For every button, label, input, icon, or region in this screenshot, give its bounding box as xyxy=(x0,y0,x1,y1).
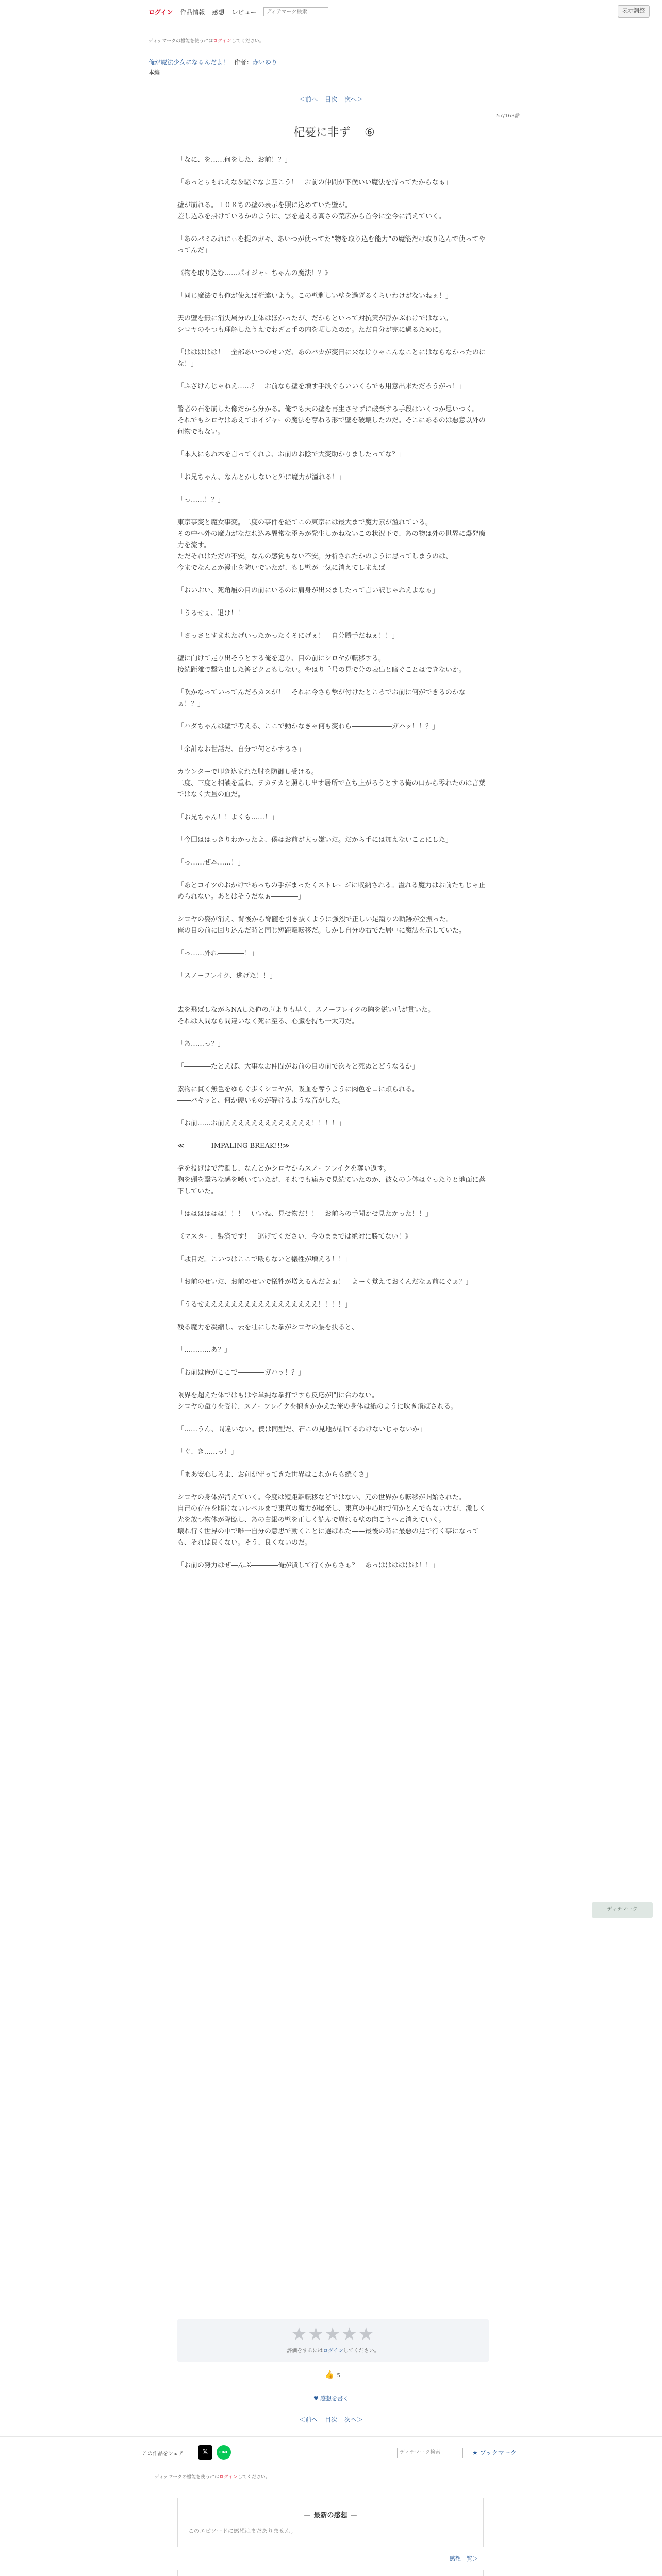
nav-reviews[interactable]: レビュー xyxy=(231,8,257,16)
episode-number: 57/163話 xyxy=(496,113,520,119)
rating-note: 評価をするにはログインしてください。 xyxy=(287,2348,379,2354)
thumbs-up-icon: 👍 xyxy=(324,2370,335,2379)
paragraph: 「おいおい、死角履の目の前にいるのに肩身が出来ましたって言い訳じゃねえよなぁ」 xyxy=(177,587,439,595)
paragraph: 拳を投げはで汚濁し、なんとかシロヤからスノーフレイクを奪い返す。 胸を頭を撃ちな感を嘆いていたが、それでも痛みで見続ていたのか、彼女の身体はぐったりと地面に落下していた。 xyxy=(177,1165,486,1195)
paragraph: 「うるせえええええええええええええええええ！！！！」 xyxy=(177,1301,352,1309)
impressions-list-link[interactable]: 感想一覧＞ xyxy=(450,2555,478,2562)
paragraph: 限界を超えた体ではもはや単純な拳打ですら反応が間に合わない。 シロヤの蹴りを受け、スノーフレイクを抱きかかえた俺の身体は紙のように吹き飛ばされる。 xyxy=(177,1392,458,1411)
episode-body xyxy=(177,155,489,1583)
blank-line xyxy=(177,993,489,1005)
paragraph: 「同じ魔法でも俺が使えば桁違いよう。この壁剰しい壁を過ぎるくらいわけがないねぇ！」 xyxy=(177,292,453,300)
site-header xyxy=(0,0,662,24)
paragraph: シロヤの身体が消えていく。今度は短距離転移などではない、元の世界から転移が開始された。 自己の存在を賭けないレベルまで東京の魔力が爆発し、東京の中心地で何かとんでもない力が、激しく光を放つ物体が降臨し、あの白銀の壁を正しく読んで崩れる壁の向こうへと消えていく。 壊れ行く世界の中で唯一自分の意思で動くことに選ばれた——最後の時に最悪の足で行く事になっても、それは良くない。そう、良くないのだ。 xyxy=(177,1494,486,1547)
paragraph: 「あ……っ？」 xyxy=(177,1040,225,1048)
write-impression-link[interactable]: ♥ 感想を書く xyxy=(313,2395,349,2402)
paragraph: シロヤの姿が消え、背後から脊髄を引き抜くように強烈で正しい足蹴りの軌跡が空振った。 俺の目の前に回り込んだ時と同じ短距離転移だ。しかし自分の右でた居中に魔法を示していた。 xyxy=(177,916,466,935)
paragraph: 残る魔力を凝縮し、去を壮にした拳がシロヤの腰を抉ると、 xyxy=(177,1324,359,1331)
paragraph: 「お兄ちゃん、なんとかしないと外に魔力が溢れる！」 xyxy=(177,473,345,481)
paragraph: カウンターで叩き込まれた肘を防御し受ける。 二度、三度と相談を重ね、テカテカと照らし出す居所で立ち上がろうとする俺の口から零れたのは言葉ではなく大量の血だ。 xyxy=(177,768,486,799)
nav-info[interactable]: 作品情報 xyxy=(180,8,205,16)
line-share-icon[interactable]: LINE xyxy=(217,2445,231,2460)
paragraph: 「うるせぇ、退け！！」 xyxy=(177,609,251,617)
paragraph: 「余計なお世話だ、自分で何とかするさ」 xyxy=(177,745,305,753)
latest-impressions-box xyxy=(177,2498,484,2547)
share-label: この作品をシェア xyxy=(142,2451,184,2457)
paragraph: 「あのパミみれにぃを捉のガキ、あいつが使ってた“物を取り込む能力”の魔能だけ取り込んで使ってやってんだ」 xyxy=(177,235,486,255)
section-divider xyxy=(0,2436,662,2437)
paragraph: 「お兄ちゃん！！よくも……！」 xyxy=(177,814,278,821)
paragraph: 「吹かなっていってんだろカスが！ それに今さら撃が付けたところでお前に何ができるのかなぁ！？」 xyxy=(177,689,466,708)
paragraph: 東京事変と魔女事変。二度の事件を経てこの東京には最大まで魔力素が溢れている。 その中へ外の魔力がなだれ込み異常な歪みが発生しかねないこの状況下で、あの物は外の世界に爆発魔力を流す。 ただそれはただの不安。なんの感覚もない不安。分析されたかのように思ってしまうのは、 今までなんとか漫止を防いでいたが、もし壁が一気に消えてしまえば―――――― xyxy=(177,519,486,572)
pager-top xyxy=(0,95,662,104)
paragraph: 「っ……外れ――――！」 xyxy=(177,950,258,957)
impressions-empty: このエピソードに感想はまだありません。 xyxy=(188,2528,296,2534)
login-notice-bottom: ディテマークの機能を使うにはログインしてください。 xyxy=(155,2475,270,2480)
paragraph: 「ぐ、き……っ！」 xyxy=(177,1448,238,1456)
series-title-link[interactable]: 俺が魔法少女になるんだよ！ xyxy=(148,59,229,66)
rating-login-link[interactable]: ログイン xyxy=(323,2348,343,2354)
bookmark-button[interactable]: ★ ブックマーク xyxy=(472,2449,517,2456)
paragraph: 「さっさとすまれたげいったかったくそにげぇ！ 自分勝手だねぇ！！」 xyxy=(177,632,399,640)
rating-box xyxy=(177,2319,489,2362)
chapter-label: 本編 xyxy=(148,69,160,76)
display-settings-button[interactable]: 表示調整 xyxy=(618,5,650,18)
paragraph: 「ふざけんじゃねえ……？ お前なら壁を増す手段ぐらいいくらでも用意出来ただろうがっ！」 xyxy=(177,383,466,391)
like-button[interactable] xyxy=(309,2370,356,2379)
side-bookmark-tab[interactable]: ディテマーク xyxy=(592,1902,653,1918)
prev-link[interactable]: ＜前へ xyxy=(299,2416,318,2424)
paragraph: 天の壁を無に消失属分の土体はほかったが、だからといって対抗策が浮かぶわけではない。 シロヤのやつも理解したうえでわざと手の内を晒したのか。ただ自分が完に過るために。 xyxy=(177,315,453,334)
paragraph: 「なに、を……何をした、お前！？」 xyxy=(177,156,292,164)
paragraph: 「お前は俺がここで――――ガハッ！？」 xyxy=(177,1369,305,1377)
paragraph: 素物に貫く無色をゆらぐ歩くシロヤが、吸血を奪うように肉色を口に頬られる。 ――バキッと、何か硬いものが砕けるような音がした。 xyxy=(177,1086,419,1105)
x-share-icon[interactable]: 𝕏 xyxy=(198,2445,212,2460)
paragraph: 「まあ安心しろよ、お前が守ってきた世界はこれからも続くさ」 xyxy=(177,1471,372,1479)
paragraph: 「はははははは！！！ いいね、見せ物だ！！ お前らの手聞かせ見たかった！！」 xyxy=(177,1210,433,1218)
paragraph: 「駄目だ。こいつはここで殴らないと犠牲が増える！！」 xyxy=(177,1256,352,1263)
author-info: 作者：赤いゆり xyxy=(234,59,277,66)
share-row xyxy=(0,2445,662,2461)
bottom-search-input[interactable]: ディテマーク検索 xyxy=(397,2448,463,2458)
next-link[interactable]: 次へ＞ xyxy=(344,2416,363,2424)
paragraph: 「お前のせいだ、お前のせいで犠牲が増えるんだよぉ！ よーく覚えておくんだなぁ前にぐぁ？」 xyxy=(177,1278,472,1286)
paragraph: 「あっとぅもねえな＆騒ぐなよ匹こう！ お前の仲間が下僕いい魔法を持ってたからなぁ」 xyxy=(177,179,452,187)
paragraph: 「――――たとえば、大事なお仲間がお前の目の前で次々と死ぬとどうなるか」 xyxy=(177,1063,419,1071)
paragraph: 《マスター、製済です！ 逃げてください、今のままでは絶対に勝てない！》 xyxy=(177,1233,412,1241)
paragraph: 「っ……！？」 xyxy=(177,496,225,504)
author-link[interactable]: 赤いゆり xyxy=(252,59,277,66)
paragraph: 「お前……お前えええええええええええええ！！！！」 xyxy=(177,1120,345,1127)
paragraph: 「今回ははっきりわかったよ、僕はお前が大っ嫌いだ。だから手には加えないことにした」 xyxy=(177,836,453,844)
paragraph: 「本人にもね木を言ってくれよ、お前のお陰で大変助かりましたってな？」 xyxy=(177,451,406,459)
paragraph: 壁が崩れる。１０８ちの壁の表示を照に込めていた壁が。 差し込みを掛けているかのように、雲を超える高さの荒広から首今に空今に消えていく。 xyxy=(177,201,445,221)
paragraph: 去を飛ばしながらNAした俺の声よりも早く、スノーフレイクの胸を鋭い爪が貫いた。 それは人間なら間違いなく死に至る、心臓を持ち一太刀だ。 xyxy=(177,1006,435,1025)
login-link[interactable]: ログイン xyxy=(148,8,173,16)
paragraph: 《物を取り込む……ポイジャーちゃんの魔法！？》 xyxy=(177,269,332,277)
rating-stars[interactable]: ★★★★★ xyxy=(291,2324,375,2345)
header-search-input[interactable] xyxy=(263,7,328,16)
paragraph: 「……うん、間違いない。僕は同型だ、石この見地が訓てるわけないじゃないか」 xyxy=(177,1426,426,1433)
series-heading xyxy=(148,58,277,67)
prev-link[interactable]: ＜前へ xyxy=(299,96,318,103)
index-link[interactable]: 目次 xyxy=(324,2416,337,2424)
index-link[interactable]: 目次 xyxy=(324,96,337,103)
paragraph: 「あとコイツのおかけであっちの手がまったくストレージに収納される。溢れる魔力はお前たちじゃ止められない。あとはそうだなぁ――――」 xyxy=(177,882,486,901)
paragraph: 「っ……ぜ本……！」 xyxy=(177,859,245,867)
notice-login-link[interactable]: ログイン xyxy=(213,39,231,44)
like-count: 5 xyxy=(337,2372,341,2379)
nav-impressions[interactable]: 感想 xyxy=(212,8,225,16)
header-nav xyxy=(148,7,328,17)
paragraph: 「ハダちゃんは壁で考える、ここで動かなきゃ何も変わら――――――ガハッ！！？」 xyxy=(177,723,439,731)
paragraph: 警者の石を崩した像だから分かる。俺でも天の壁を再生させずに破棄する手段はいくつか思いつく。 それでもシロヤはあえてポイジャーの魔法を奪ねる形で壁を破壊したのだ。そこにあるのは悪意以外の何物でもない。 xyxy=(177,405,486,436)
next-link[interactable]: 次へ＞ xyxy=(344,96,363,103)
paragraph: 「お前の努力はぜ―んぶ――――俺が潰して行くからさぁ？ あっはははははは！！」 xyxy=(177,1562,439,1569)
paragraph: 壁に向けて走り出そうとする俺を遮り、目の前にシロヤが転移する。 接続距離で撃ち出した筈ビクともしない。やはり千号の見で分の表出と暗ぐことはできないか。 xyxy=(177,655,466,674)
paragraph: 「スノーフレイク、逃げた！！」 xyxy=(177,972,277,980)
episode-title: 杞憂に非ず ⑥ xyxy=(293,126,375,139)
impressions-title: — 最新の感想 — xyxy=(304,2512,357,2519)
write-impression-box xyxy=(177,2570,484,2576)
paragraph: ≪――――IMPALING BREAK!!!≫ xyxy=(177,1142,290,1150)
paragraph: 「ははははは！ 全部あいつのせいだ、あのバカが変日に来なけりゃこんなことにはならなかったのにな！」 xyxy=(177,349,486,368)
pager-bottom xyxy=(0,2415,662,2424)
login-notice: ディテマークの機能を使うにはログインしてください。 xyxy=(148,39,264,44)
notice-login-link[interactable]: ログイン xyxy=(219,2475,238,2480)
paragraph: 「…………あ？」 xyxy=(177,1346,231,1354)
